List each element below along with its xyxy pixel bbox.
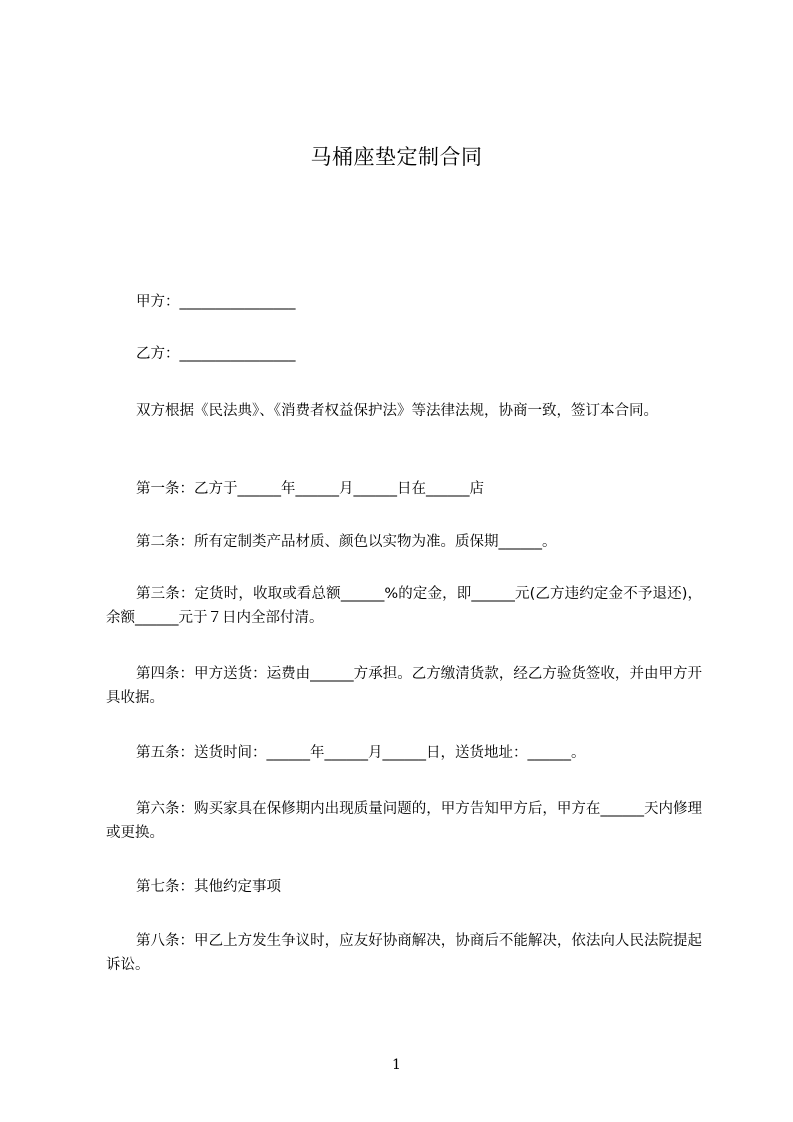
article-4: 第四条：甲方送货：运费由______方承担。乙方缴清货款，经乙方验货签收，并由甲方开具收据。 [106,666,702,706]
article-8: 第八条：甲乙上方发生争议时，应友好协商解决，协商后不能解决，依法向人民法院提起诉讼。 [106,933,702,973]
preamble-paragraph: 双方根据《民法典》、《消费者权益保护法》等法律法规，协商一致，签订本合同。 [136,403,658,419]
document-title: 马桶座垫定制合同 [310,145,483,169]
page-number: 1 [392,1057,401,1073]
article-2: 第二条：所有定制类产品材质、颜色以实物为准。质保期______。 [136,534,557,550]
article-5: 第五条：送货时间：______年______月______日，送货地址：______。 [136,745,586,761]
party-b-line: 乙方：________________ [136,346,296,362]
party-a-line: 甲方：________________ [136,294,296,310]
article-3: 第三条：定货时，收取或看总额______%的定金，即______元(乙方违约定金不予退还)，余额______元于７日内全部付清。 [106,586,702,626]
article-6: 第六条：购买家具在保修期内出现质量问题的，甲方告知甲方后，甲方在______天内修理或更换。 [106,801,702,841]
article-7: 第七条：其他约定事项 [136,879,281,895]
article-1: 第一条：乙方于______年______月______日在______店 [136,481,484,497]
